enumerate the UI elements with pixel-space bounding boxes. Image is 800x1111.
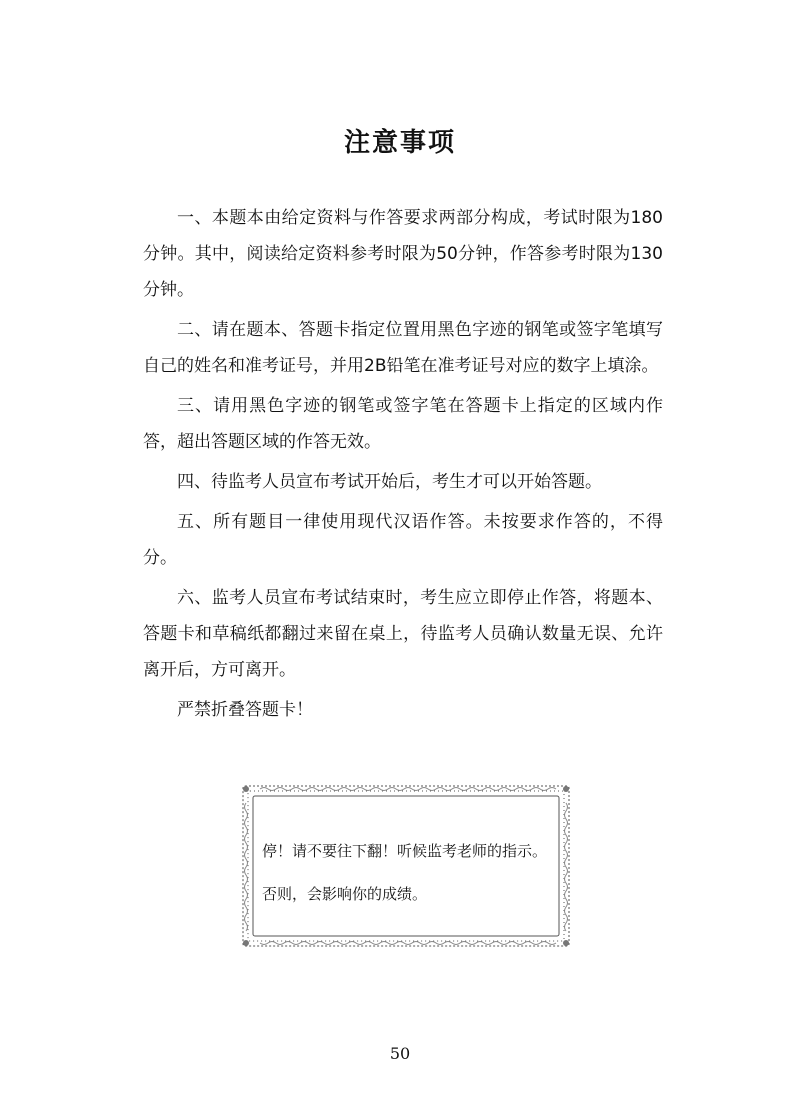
page-number: 50 (389, 1044, 411, 1063)
notice-item-2: 二、请在题本、答题卡指定位置用黑色字迹的钢笔或签字笔填写自己的姓名和准考证号，并用2B铅笔在准考证号对应的数字上填涂。 (143, 320, 663, 376)
notice-item-4: 四、待监考人员宣布考试开始后，考生才可以开始答题。 (177, 472, 602, 492)
decorative-border (240, 783, 572, 949)
fold-warning: 严禁折叠答题卡！ (177, 700, 313, 720)
notice-item-6: 六、监考人员宣布考试结束时，考生应立即停止作答，将题本、答题卡和草稿纸都翻过来留在桌上，待监考人员确认数量无误、允许离开后，方可离开。 (143, 588, 663, 680)
notice-item-3: 三、请用黑色字迹的钢笔或签字笔在答题卡上指定的区域内作答，超出答题区域的作答无效。 (143, 396, 663, 452)
stop-instruction: 停！请不要往下翻！听候监考老师的指示。 (262, 842, 548, 860)
notice-item-1: 一、本题本由给定资料与作答要求两部分构成，考试时限为180分钟。其中，阅读给定资料参考时限为50分钟，作答参考时限为130分钟。 (143, 208, 663, 300)
stop-notice-box (240, 783, 572, 949)
notice-item-5: 五、所有题目一律使用现代汉语作答。未按要求作答的，不得分。 (143, 512, 663, 568)
notice-body (143, 200, 663, 732)
stop-warning: 否则，会影响你的成绩。 (262, 885, 428, 903)
page-title: 注意事项 (343, 128, 456, 158)
